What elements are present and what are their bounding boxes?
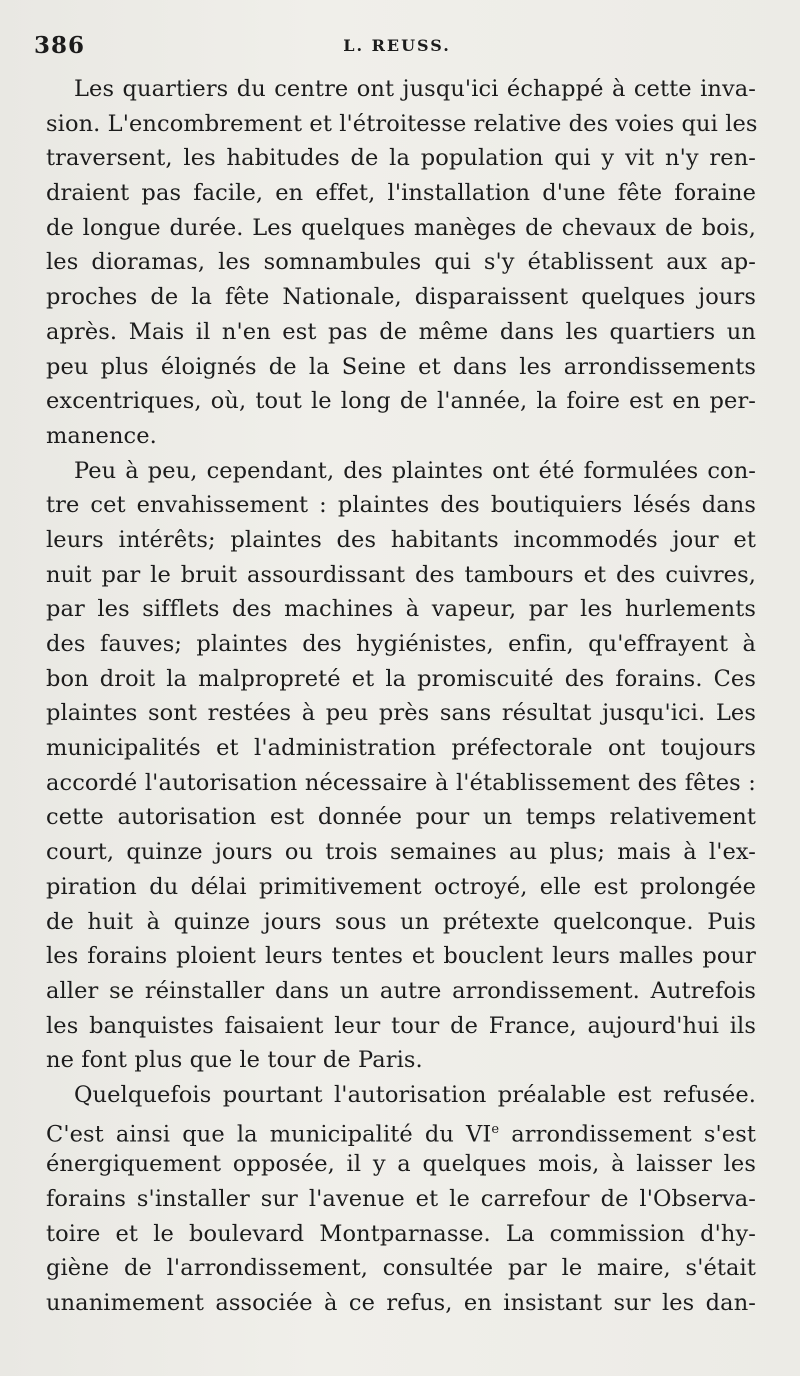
text-line: bon droit la malpropreté et la promiscuité des forains. Ces bbox=[46, 665, 756, 692]
text-line: des fauves; plaintes des hygiénistes, enfin, qu'effrayent à bbox=[46, 631, 756, 657]
text-line: plaintes sont restées à peu près sans résultat jusqu'ici. Les bbox=[46, 700, 756, 727]
text-line: cette autorisation est donnée pour un temps relativement bbox=[46, 804, 756, 831]
text-line: peu plus éloignés de la Seine et dans les arrondissements bbox=[46, 353, 756, 380]
text-line: Quelquefois pourtant l'autorisation préalable est refusée. bbox=[74, 1081, 756, 1108]
text-line: unanimement associée à ce refus, en insistant sur les dan- bbox=[46, 1290, 756, 1317]
text-line: sion. L'encombrement et l'étroitesse relative des voies qui les bbox=[46, 110, 758, 137]
text-line: de longue durée. Les quelques manèges de chevaux de bois, bbox=[46, 214, 756, 241]
text-line: draient pas facile, en effet, l'installation d'une fête foraine bbox=[46, 180, 756, 207]
text-line: nuit par le bruit assourdissant des tambours et des cuivres, bbox=[46, 561, 756, 588]
text-line: court, quinze jours ou trois semaines au plus; mais à l'ex- bbox=[46, 839, 756, 866]
text-line: traversent, les habitudes de la population qui y vit n'y ren- bbox=[46, 145, 756, 172]
text-line: par les sifflets des machines à vapeur, par les hurlements bbox=[46, 596, 756, 623]
text-line: leurs intérêts; plaintes des habitants incommodés jour et bbox=[46, 526, 756, 553]
text-line: C'est ainsi que la municipalité du VIe arrondissement s'est bbox=[46, 1121, 756, 1148]
superscript: e bbox=[491, 1121, 500, 1137]
text-line: les banquistes faisaient leur tour de France, aujourd'hui ils bbox=[46, 1012, 756, 1039]
text-line: aller se réinstaller dans un autre arrondissement. Autrefois bbox=[46, 977, 756, 1004]
running-head: L. REUSS. bbox=[343, 36, 451, 55]
text-line: manence. bbox=[46, 422, 157, 449]
paragraph bbox=[46, 72, 756, 454]
text-line: accordé l'autorisation nécessaire à l'établissement des fêtes : bbox=[46, 769, 756, 796]
text-line: piration du délai primitivement octroyé, elle est prolongée bbox=[46, 873, 756, 900]
text-line: énergiquement opposée, il y a quelques mois, à laisser les bbox=[46, 1151, 756, 1178]
text-line: les dioramas, les somnambules qui s'y établissent aux ap- bbox=[46, 249, 756, 276]
paragraph bbox=[46, 1078, 756, 1321]
text-line: forains s'installer sur l'avenue et le carrefour de l'Observa- bbox=[46, 1186, 756, 1212]
text-line: ne font plus que le tour de Paris. bbox=[46, 1047, 423, 1074]
text-line: excentriques, où, tout le long de l'année, la foire est en per- bbox=[46, 388, 756, 415]
paragraph bbox=[46, 454, 756, 1078]
text-line: les forains ploient leurs tentes et bouclent leurs malles pour bbox=[46, 943, 756, 970]
page-header bbox=[34, 32, 760, 62]
text-line: tre cet envahissement : plaintes des boutiquiers lésés dans bbox=[46, 492, 756, 519]
text-line: giène de l'arrondissement, consultée par le maire, s'était bbox=[46, 1255, 756, 1282]
text-line: Peu à peu, cependant, des plaintes ont été formulées con- bbox=[74, 457, 756, 484]
page-number: 386 bbox=[34, 32, 86, 59]
text-line: toire et le boulevard Montparnasse. La commission d'hy- bbox=[46, 1220, 756, 1247]
text-line: après. Mais il n'en est pas de même dans les quartiers un bbox=[46, 318, 756, 345]
text-line: proches de la fête Nationale, disparaissent quelques jours bbox=[46, 284, 756, 311]
text-line: Les quartiers du centre ont jusqu'ici échappé à cette inva- bbox=[74, 76, 756, 102]
body-text bbox=[46, 72, 756, 1321]
text-line: de huit à quinze jours sous un prétexte quelconque. Puis bbox=[46, 908, 756, 935]
text-line: municipalités et l'administration préfectorale ont toujours bbox=[46, 735, 756, 762]
